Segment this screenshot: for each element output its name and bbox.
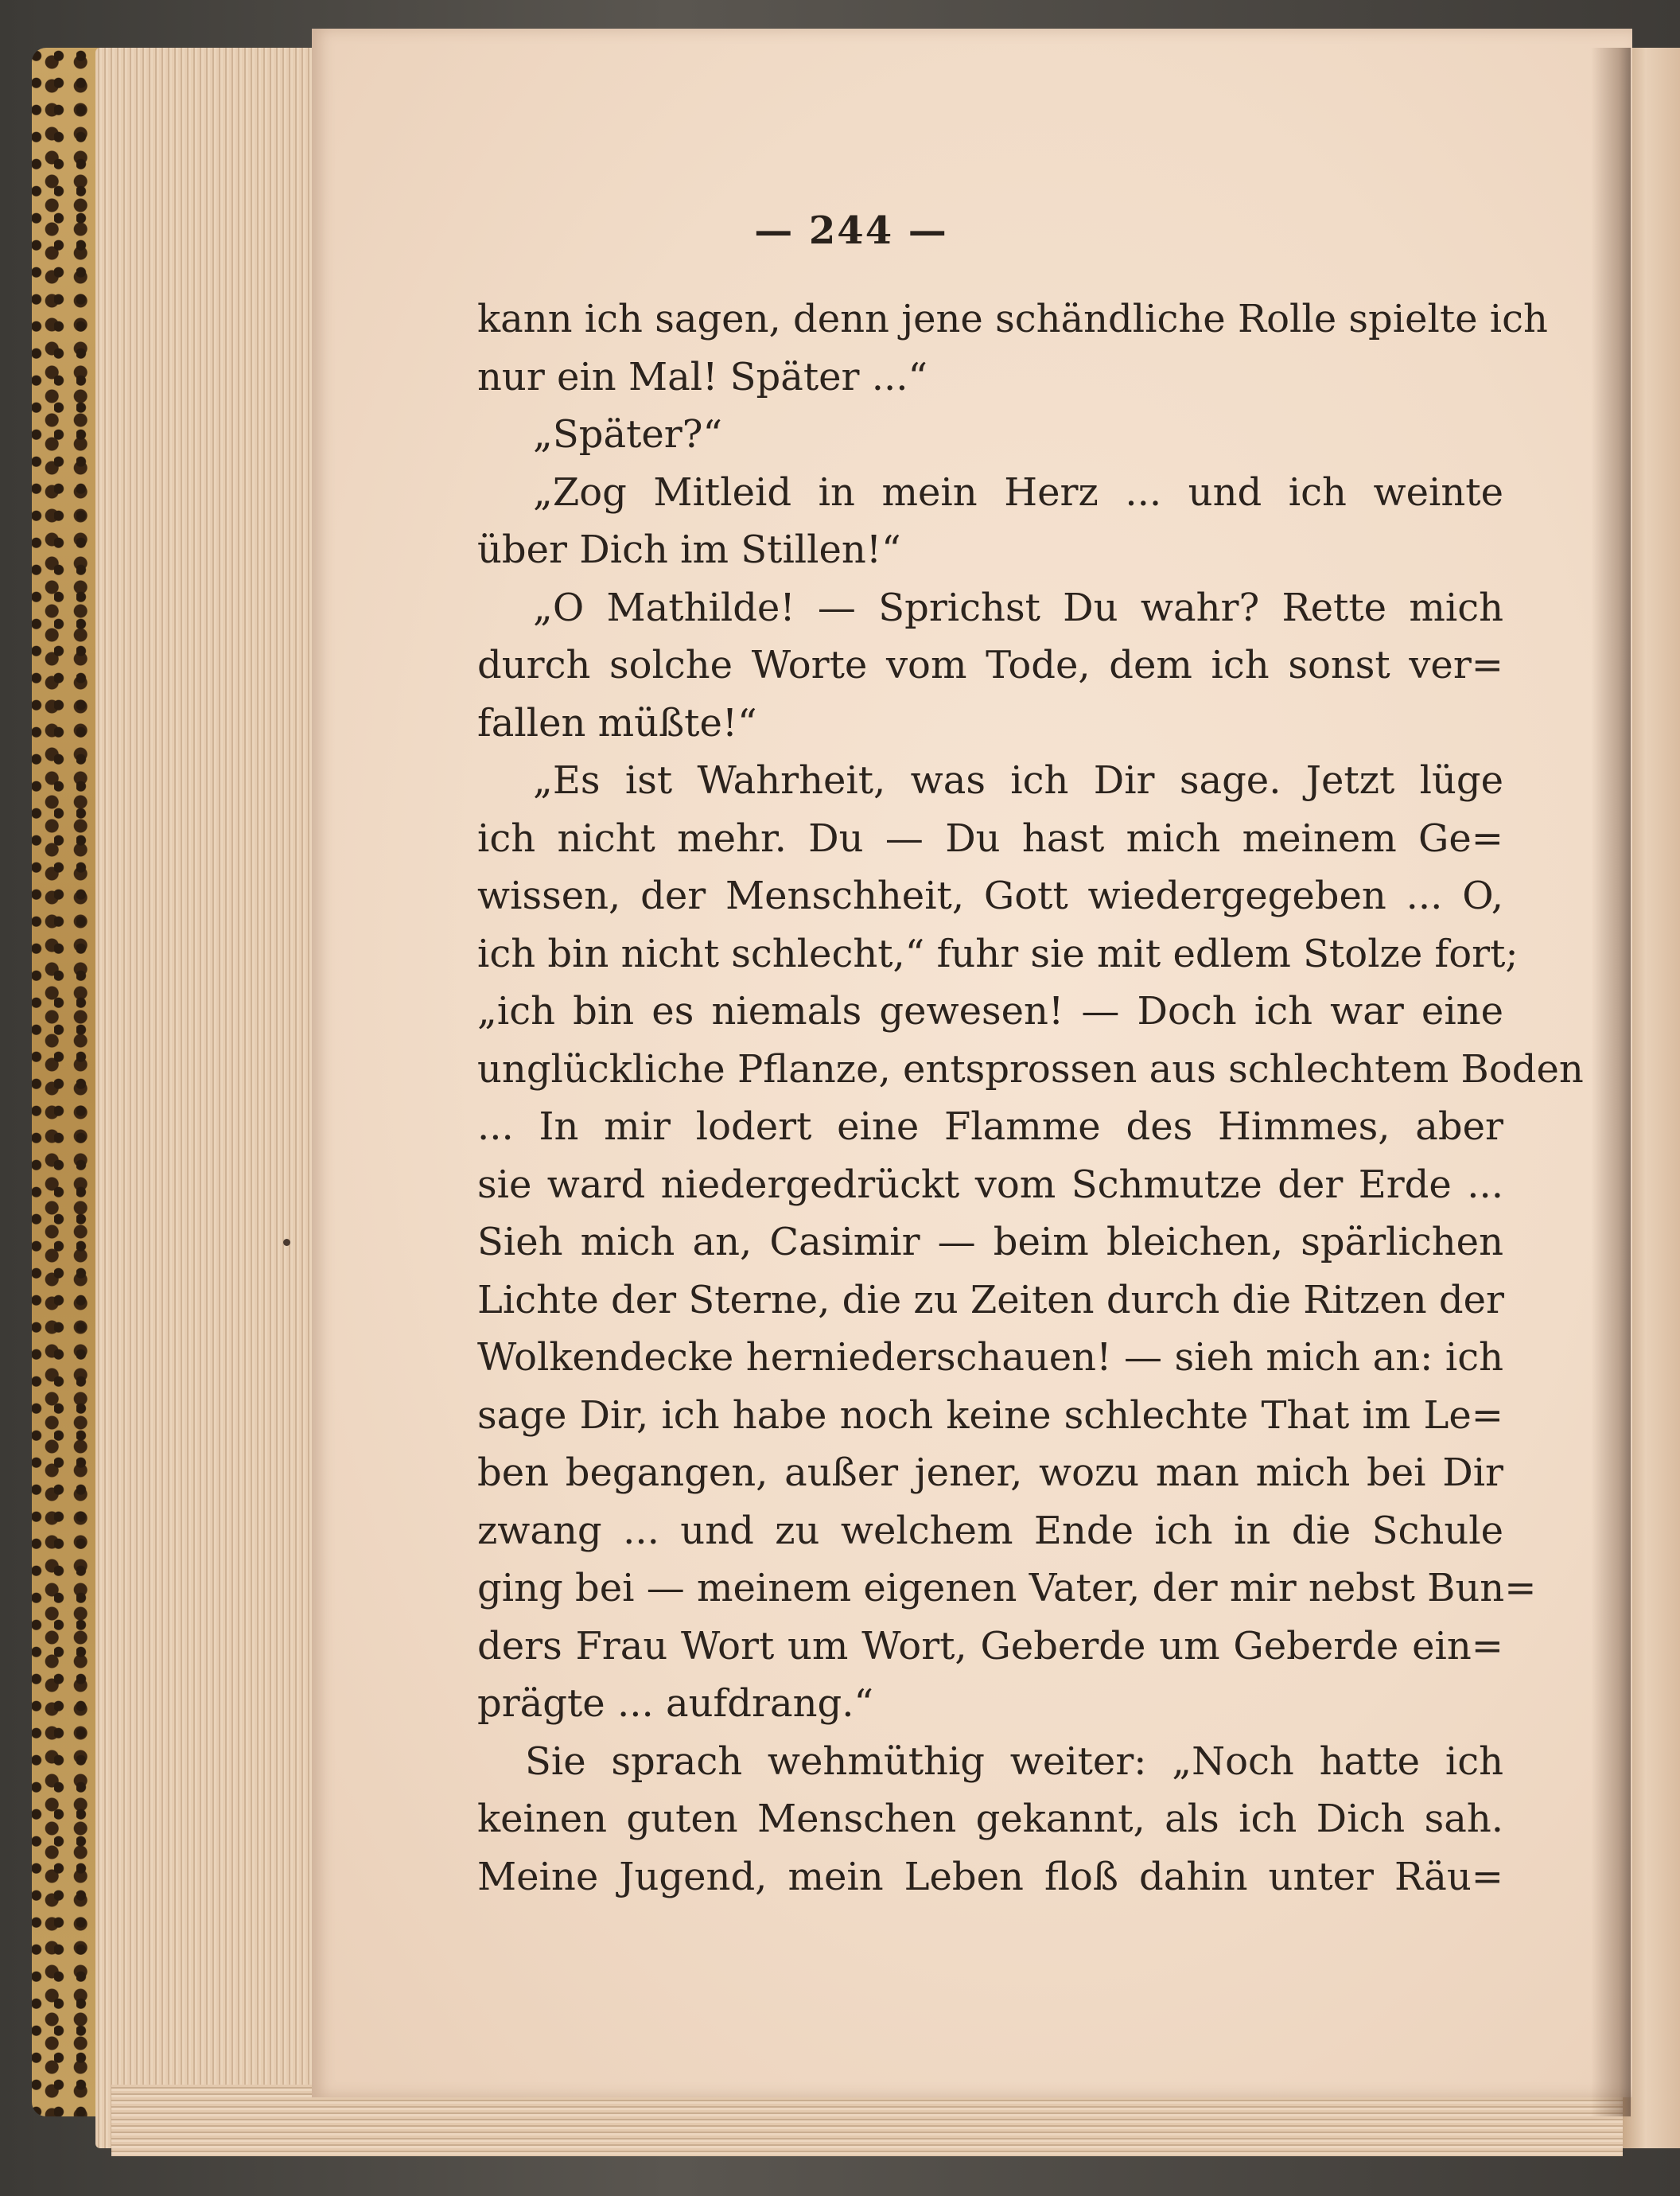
- text-line: nur ein Mal! Später ...“: [477, 354, 928, 399]
- text-line: ich bin nicht schlecht,“ fuhr sie mit edlem Stolze fort;: [477, 931, 1519, 976]
- text-line: unglückliche Pflanze, entsprossen aus schlechtem Boden: [477, 1046, 1584, 1092]
- text-line: ich nicht mehr. Du — Du hast mich meinem Ge=: [477, 816, 1503, 861]
- text-line: „Es ist Wahrheit, was ich Dir sage. Jetzt lüge: [533, 758, 1503, 803]
- body-text: [477, 290, 1584, 1906]
- text-line: „Später?“: [533, 412, 723, 457]
- text-line: Meine Jugend, mein Leben floß dahin unter Räu=: [477, 1854, 1503, 1899]
- text-line: kann ich sagen, denn jene schändliche Rolle spielte ich: [477, 297, 1548, 341]
- text-line: sie ward niedergedrückt vom Schmutze der Erde ...: [477, 1162, 1503, 1207]
- text-line: Sieh mich an, Casimir — beim bleichen, spärlichen: [477, 1220, 1503, 1264]
- gutter-shadow: [1591, 48, 1631, 2116]
- text-line: ders Frau Wort um Wort, Geberde um Geberde ein=: [477, 1623, 1503, 1668]
- page-stack-edge: [95, 48, 318, 2148]
- text-line: sage Dir, ich habe noch keine schlechte That im Le=: [477, 1392, 1503, 1438]
- text-line: „Zog Mitleid in mein Herz ... und ich weinte: [533, 469, 1503, 515]
- text-line: Wolkendecke herniederschauen! — sieh mich an: ich: [477, 1335, 1503, 1380]
- text-line: wissen, der Menschheit, Gott wiedergegeben ... O,: [477, 874, 1503, 918]
- text-line: durch solche Worte vom Tode, dem ich sonst ver=: [477, 643, 1503, 687]
- text-line: „ich bin es niemals gewesen! — Doch ich war eine: [477, 989, 1503, 1034]
- text-line: keinen guten Menschen gekannt, als ich Dich sah.: [477, 1797, 1503, 1841]
- text-line: Sie sprach wehmüthig weiter: „Noch hatte ich: [525, 1738, 1503, 1784]
- text-line: über Dich im Stillen!“: [477, 528, 901, 572]
- text-line: zwang ... und zu welchem Ende ich in die Schule: [477, 1508, 1503, 1553]
- text-line: fallen müßte!“: [477, 700, 757, 746]
- text-line: „O Mathilde! — Sprichst Du wahr? Rette mich: [533, 585, 1503, 630]
- text-line: ging bei — meinem eigenen Vater, der mir nebst Bun=: [477, 1566, 1537, 1610]
- text-line: prägte ... aufdrang.“: [477, 1681, 874, 1726]
- text-line: Lichte der Sterne, die zu Zeiten durch die Ritzen der: [477, 1277, 1504, 1322]
- text-line: ... In mir lodert eine Flamme des Himmes, aber: [477, 1104, 1503, 1149]
- text-line: ben begangen, außer jener, wozu man mich bei Dir: [477, 1450, 1503, 1495]
- ink-speck: [283, 1239, 290, 1246]
- page-number: — 244 —: [754, 208, 948, 253]
